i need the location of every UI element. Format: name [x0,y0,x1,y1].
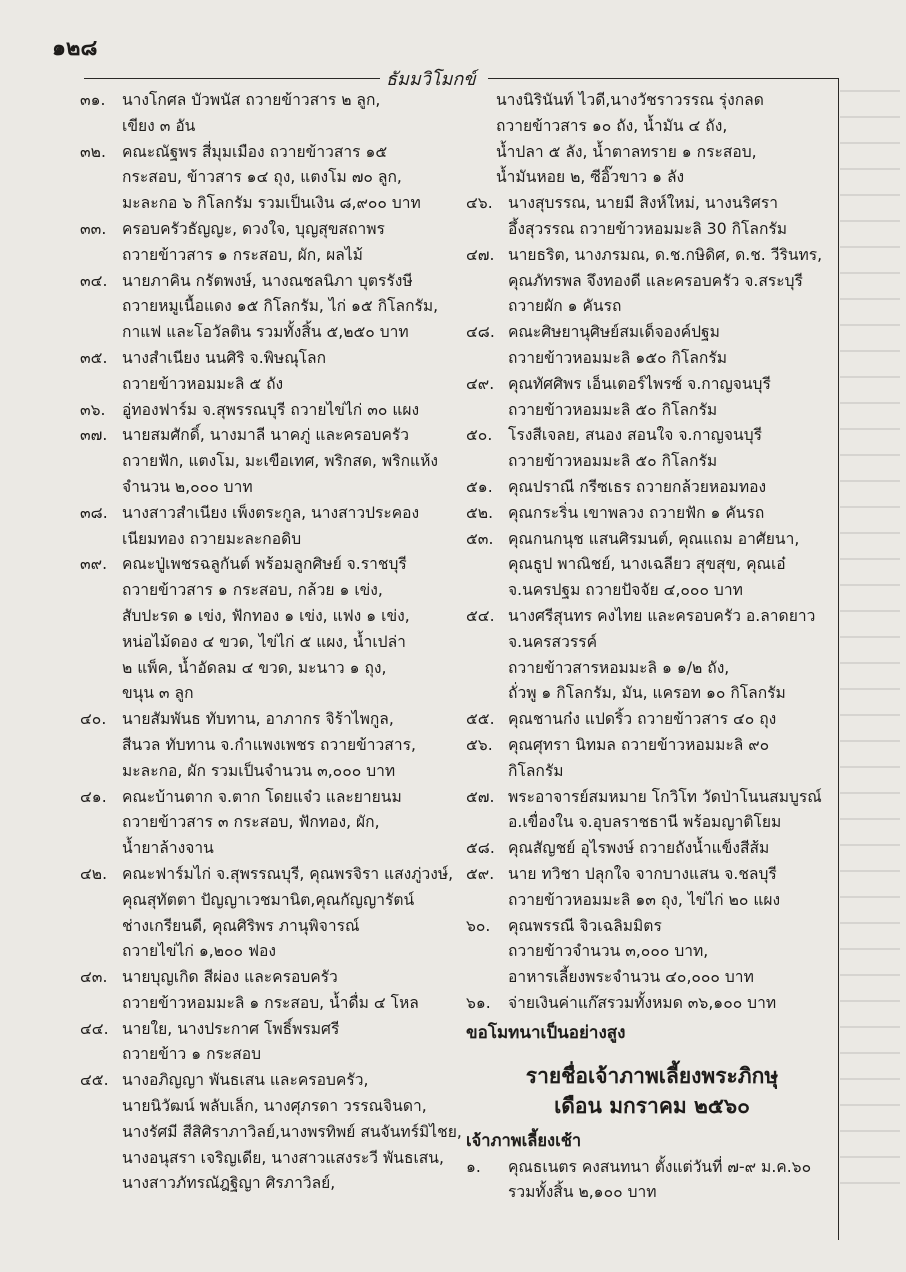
donor-entry [466,527,838,604]
donor-entry [466,475,838,501]
entry-line: นางสุบรรณ, นายมี สิงห์ใหม่, นางนริศรา [508,194,778,213]
entry-text [508,191,838,243]
entry-line: ถวายข้าวหอมมะลิ ๕๐ กิโลกรัม [508,452,718,471]
entry-number: ๔๔. [80,1019,109,1038]
entry-number: ๓๖. [80,400,106,419]
entry-text [508,836,838,862]
entry-line: ช่างเกรียนดี, คุณศิริพร ภานุพิจารณ์ [122,916,360,935]
entry-text [122,88,448,140]
entry-number: ๓๗. [80,426,108,445]
donor-entry [80,707,448,784]
entry-line: พระอาจารย์สมหมาย โกวิโท วัดป่าโนนสมบูรณ์ [508,787,822,806]
entry-text [496,88,838,191]
entry-text [508,604,838,707]
entry-number: ๓๔. [80,271,108,290]
entry-line: สีนวล ทับทาน จ.กำแพงเพชร ถวายข้าวสาร, [122,735,416,754]
entry-text [508,707,838,733]
entry-line: สับปะรด ๑ เข่ง, ฟักทอง ๑ เข่ง, แฟง ๑ เข่ง, [122,606,410,625]
entry-line: เนียมทอง ถวายมะละกอดิบ [122,529,302,548]
entry-number: ๔๘. [466,323,495,342]
entry-line: คุณชานก๋ง แปดริ้ว ถวายข้าวสาร ๔๐ ถุง [508,710,777,729]
entry-line: คณะปู่เพชรฉลูกันต์ พร้อมลูกศิษย์ จ.ราชบุรี [122,555,407,574]
frame-line-right [838,78,839,1240]
entry-text [508,527,838,604]
entry-line: ถวายข้าวหอมมะลิ ๑๕๐ กิโลกรัม [508,348,727,367]
entry-line: นางนิรินันท์ ไวดี,นางวัชราวรรณ รุ่งกลด [496,91,764,109]
entry-line: คุณธูป พาณิชย์, นางเฉลียว สุขสุข, คุณเอ๋ [508,555,786,574]
page-number: ๑๒๘ [52,36,98,61]
entry-line: คณะฟาร์มไก่ จ.สุพรรณบุรี, คุณพรจิรา แสงภู่วงษ์, [122,864,454,883]
entry-text [122,552,448,707]
entry-number: ๓๓. [80,219,107,238]
entry-line: นางศรีสุนทร คงไทย และครอบครัว อ.ลาดยาว [508,606,816,625]
donor-entry [80,269,448,346]
entry-line: คณะณัฐพร สี่มุมเมือง ถวายข้าวสาร ๑๕ [122,142,388,161]
entry-line: ถวายไข่ไก่ ๑,๒๐๐ ฟอง [122,942,276,961]
entry-line: ถั่วพู ๑ กิโลกรัม, มัน, แครอท ๑๐ กิโลกรัม [508,684,786,703]
entry-text [508,243,838,320]
entry-line: คุณสุทัตตา ปัญญาเวชมานิต,คุณกัญญารัตน์ [122,890,415,909]
entry-number: ๕๗. [466,787,495,806]
entry-text [122,1068,462,1197]
entry-line: รวมทั้งสิ้น ๒,๑๐๐ บาท [508,1183,657,1202]
donor-entry [466,243,838,320]
breakfast-hosts-heading: เจ้าภาพเลี้ยงเช้า [466,1130,582,1150]
continuation-block [466,88,838,191]
continued-entry [466,88,838,191]
entry-line: นาย ทวิชา ปลุกใจ จากบางแสน จ.ชลบุรี [508,864,777,883]
entry-line: หน่อไม้ดอง ๔ ขวด, ไข่ไก่ ๕ แผง, น้ำเปล่า [122,632,406,651]
entry-line: นางสาวสำเนียง เพ็งตระกูล, นางสาวประคอง [122,503,420,522]
entry-line: ถวายข้าวหอมมะลิ ๕๐ กิโลกรัม [508,400,718,419]
entry-number: ๓๒. [80,142,106,161]
entry-text [508,733,838,785]
entry-text [508,785,838,837]
entry-line: ถวายผัก ๑ คันรถ [508,297,622,316]
donor-entry [466,914,838,991]
donor-entry [80,965,448,1017]
donor-entry [466,320,838,372]
entry-text [122,1017,448,1069]
entry-line: ถวายข้าวสาร ๑ กระสอบ, กล้วย ๑ เข่ง, [122,581,383,600]
entry-number: ๔๐. [80,710,107,729]
donor-entry [80,1068,462,1197]
donor-entry [80,862,454,965]
entry-line: เขียง ๓ อัน [122,116,196,135]
entry-text [508,862,838,914]
entry-line: มะละกอ, ผัก รวมเป็นจำนวน ๓,๐๐๐ บาท [122,761,396,780]
entry-line: คณะศิษยานุศิษย์สมเด็จองค์ปฐม [508,323,720,342]
entry-text [122,398,448,424]
donor-entry [466,707,838,733]
donor-entry [466,1155,838,1207]
donor-entry [466,836,838,862]
entry-number: ๖๑. [466,993,491,1012]
entry-line: นางอภิญญา พันธเสน และครอบครัว, [122,1071,369,1090]
entry-text [122,862,454,965]
entry-line: น้ำปลา ๕ ลัง, น้ำตาลทราย ๑ กระสอบ, [496,142,757,161]
entry-number: ๔๒. [80,864,108,883]
entry-line: ถวายข้าวสารหอมมะลิ ๑ ๑/๒ ถัง, [508,658,730,677]
entry-text [122,707,448,784]
section-month-heading: เดือน มกราคม ๒๕๖๐ [554,1093,750,1118]
entry-text [122,269,448,346]
entry-text [508,372,838,424]
entry-number: ๕๔. [466,606,495,625]
entry-line: นางอนุสรา เจริญเดีย, นางสาวแสงระวี พันธเสน, [122,1148,444,1167]
entry-line: นายธริต, นางภรมณ, ด.ช.กษิดิศ, ด.ช. วีรินทร, [508,245,823,264]
entry-line: ถวายข้าวสาร ๑ กระสอบ, ผัก, ผลไม้ [122,245,363,264]
entry-line: คุณธเนตร คงสนทนา ตั้งแต่วันที่ ๗-๙ ม.ค.๖๐ [508,1157,812,1176]
entry-line: ถวายข้าวสาร ๑๐ ถัง, น้ำมัน ๔ ถัง, [496,116,728,135]
entry-line: ถวายฟัก, แตงโม, มะเขือเทศ, พริกสด, พริกแห้ง [122,452,438,471]
entry-number: ๕๓. [466,529,494,548]
donor-entry [466,501,838,527]
entry-line: น้ำมันหอย ๒, ซีอิ๊วขาว ๑ ลัง [496,168,685,187]
entry-line: ขนุน ๓ ลูก [122,684,194,703]
entry-line: จ.นครสวรรค์ [508,632,598,651]
closing-line: ขอโมทนาเป็นอย่างสูง [466,1022,626,1043]
donor-entry [80,398,448,424]
header-rule-right [488,78,839,79]
donor-entry [466,785,838,837]
entry-line: คุณสัญชย์ อุไรพงษ์ ถวายถังน้ำแข็งสีส้ม [508,839,770,858]
entry-text [508,320,838,372]
entry-text [122,346,448,398]
entry-line: ถวายข้าวสาร ๓ กระสอบ, ฟักทอง, ผัก, [122,813,380,832]
entry-number: ๕๐. [466,426,493,445]
journal-title: ธัมมวิโมกข์ [386,69,476,90]
entry-line: คุณพรรณี จิวเฉลิมมิตร [508,916,662,935]
donor-entry [80,217,448,269]
donor-entry [80,785,448,862]
entry-number: ๕๒. [466,503,494,522]
donor-entry [80,1017,448,1069]
entry-number: ๓๕. [80,348,108,367]
bleed-through-texture [840,90,900,1190]
entry-text [122,140,448,217]
entry-number: ๔๙. [466,374,495,393]
entry-number: ๔๖. [466,194,493,213]
entry-line: จ.นครปฐม ถวายปัจจัย ๔,๐๐๐ บาท [508,581,743,600]
entry-number: ๔๕. [80,1071,109,1090]
entry-line: คณะบ้านตาก จ.ตาก โดยแจ๋ว และยายนม [122,787,402,806]
entry-line: นายใย, นางประกาศ โพธิ์พรมศรี [122,1019,340,1038]
entry-text [508,991,838,1017]
entry-number: ๓๙. [80,555,108,574]
entry-number: ๕๘. [466,839,495,858]
entry-line: กระสอบ, ข้าวสาร ๑๔ ถุง, แตงโม ๗๐ ลูก, [122,168,402,187]
entry-line: นางรัศมี สีสิศิราภาวิลย์,นางพรทิพย์ สนจันทร์มิไชย, [122,1122,462,1141]
entry-line: ถวายข้าวหอมมะลิ ๑๓ ถุง, ไข่ไก่ ๒๐ แผง [508,890,781,909]
entry-number: ๕๙. [466,864,495,883]
entry-line: นายสัมพันธ ทับทาน, อาภากร จิร้าไพกูล, [122,710,394,729]
entry-line: ถวายหมูเนื้อแดง ๑๕ กิโลกรัม, ไก่ ๑๕ กิโลกรัม, [122,297,439,316]
donor-entry [466,191,838,243]
entry-number: ๔๑. [80,787,107,806]
entry-line: คุณทัศศิพร เอ็นเตอร์ไพรซ์ จ.กาญจนบุรี [508,374,771,393]
donor-entry [466,991,838,1017]
entry-line: อู่ทองฟาร์ม จ.สุพรรณบุรี ถวายไข่ไก่ ๓๐ แผง [122,400,420,419]
donor-entry [466,372,838,424]
entry-line: กาแฟ และโอวัลติน รวมทั้งสิ้น ๕,๒๕๐ บาท [122,323,409,342]
donor-entry [80,501,448,553]
entry-line: คุณภัทรพล จึงทองดี และครอบครัว จ.สระบุรี [508,271,803,290]
right-entries [466,191,838,1017]
entry-number: ๓๑. [80,91,106,109]
entry-text [508,423,838,475]
entry-line: นายนิวัฒน์ พลับเล็ก, นางศุภรดา วรรณจินดา, [122,1097,427,1116]
donor-entry [466,862,838,914]
entry-number: ๔๗. [466,245,495,264]
entry-line: อาหารเลี้ยงพระจำนวน ๔๐,๐๐๐ บาท [508,968,754,987]
entry-number: ๕๖. [466,735,493,754]
donor-entry [80,346,448,398]
entry-text [122,501,448,553]
entry-text [508,1155,838,1207]
entry-line: อ.เขื่องใน จ.อุบลราชธานี พร้อมญาติโยม [508,813,782,832]
entry-line: นางโกศล บัวพนัส ถวายข้าวสาร ๒ ลูก, [122,91,381,109]
entry-number: ๔๓. [80,968,108,987]
entry-line: ถวายข้าว ๑ กระสอบ [122,1045,262,1064]
entry-line: น้ำยาล้างจาน [122,839,214,858]
section-heading: รายชื่อเจ้าภาพเลี้ยงพระภิกษุ [525,1063,779,1088]
entry-line: จ่ายเงินค่าแก๊สรวมทั้งหมด ๓๖,๑๐๐ บาท [508,993,777,1012]
donor-entry [80,423,448,500]
entry-number: ๑. [466,1157,481,1176]
donor-entry [466,423,838,475]
left-column [80,88,462,1197]
donor-entry [80,140,448,217]
header-rule-left [84,78,380,79]
entry-line: คุณปราณี กรีซเธร ถวายกล้วยหอมทอง [508,477,767,496]
entry-text [508,501,838,527]
right-column [466,88,838,1206]
entry-line: ถวายข้าวหอมมะลิ ๑ กระสอบ, น้ำดื่ม ๔ โหล [122,993,419,1012]
entry-text [122,965,448,1017]
donor-entry [80,88,448,140]
donor-entry [80,552,448,707]
entry-line: อึ้งสุวรรณ ถวายข้าวหอมมะลิ 30 กิโลกรัม [508,219,788,238]
entry-number: ๓๘. [80,503,108,522]
entry-line: โรงสีเจลย, สนอง สอนใจ จ.กาญจนบุรี [508,426,762,445]
entry-line: คุณกระริ่น เขาพลวง ถวายฟัก ๑ คันรถ [508,503,765,522]
entry-line: ถวายข้าวหอมมะลิ ๕ ถัง [122,374,284,393]
breakfast-hosts-list [466,1155,838,1207]
donor-entry [466,604,838,707]
entry-line: นางสำเนียง นนศิริ จ.พิษณุโลก [122,348,327,367]
entry-line: นางสาวภัทรณัฎฐิญา ศิรภาวิลย์, [122,1174,336,1193]
entry-line: กิโลกรัม [508,761,564,780]
entry-line: จำนวน ๒,๐๐๐ บาท [122,477,253,496]
entry-line: มะละกอ ๖ กิโลกรัม รวมเป็นเงิน ๘,๙๐๐ บาท [122,194,421,213]
donor-entry [466,733,838,785]
entry-line: นายสมศักดิ์, นางมาลี นาคภู่ และครอบครัว [122,426,410,445]
entry-number: ๖๐. [466,916,491,935]
entry-line: คุณศุทรา นิทมล ถวายข้าวหอมมะลิ ๙๐ [508,735,770,754]
entry-text [122,217,448,269]
entry-text [122,785,448,862]
entry-number: ๕๑. [466,477,493,496]
entry-text [508,914,838,991]
entry-line: ครอบครัวธัญญะ, ดวงใจ, บุญสุขสถาพร [122,219,385,238]
entry-text [508,475,838,501]
entry-line: ถวายข้าวจำนวน ๓,๐๐๐ บาท, [508,942,709,961]
entry-line: คุณกนกนุช แสนศิรมนต์, คุณแถม อาศัยนา, [508,529,800,548]
entry-line: นายภาคิน กรัตพงษ์, นางณชลนิภา บุตรรังษี [122,271,413,290]
entry-line: ๒ แพ็ค, น้ำอัดลม ๔ ขวด, มะนาว ๑ ถุง, [122,658,387,677]
entry-text [122,423,448,500]
entry-line: นายบุญเกิด สีผ่อง และครอบครัว [122,968,338,987]
entry-number: ๕๕. [466,710,495,729]
